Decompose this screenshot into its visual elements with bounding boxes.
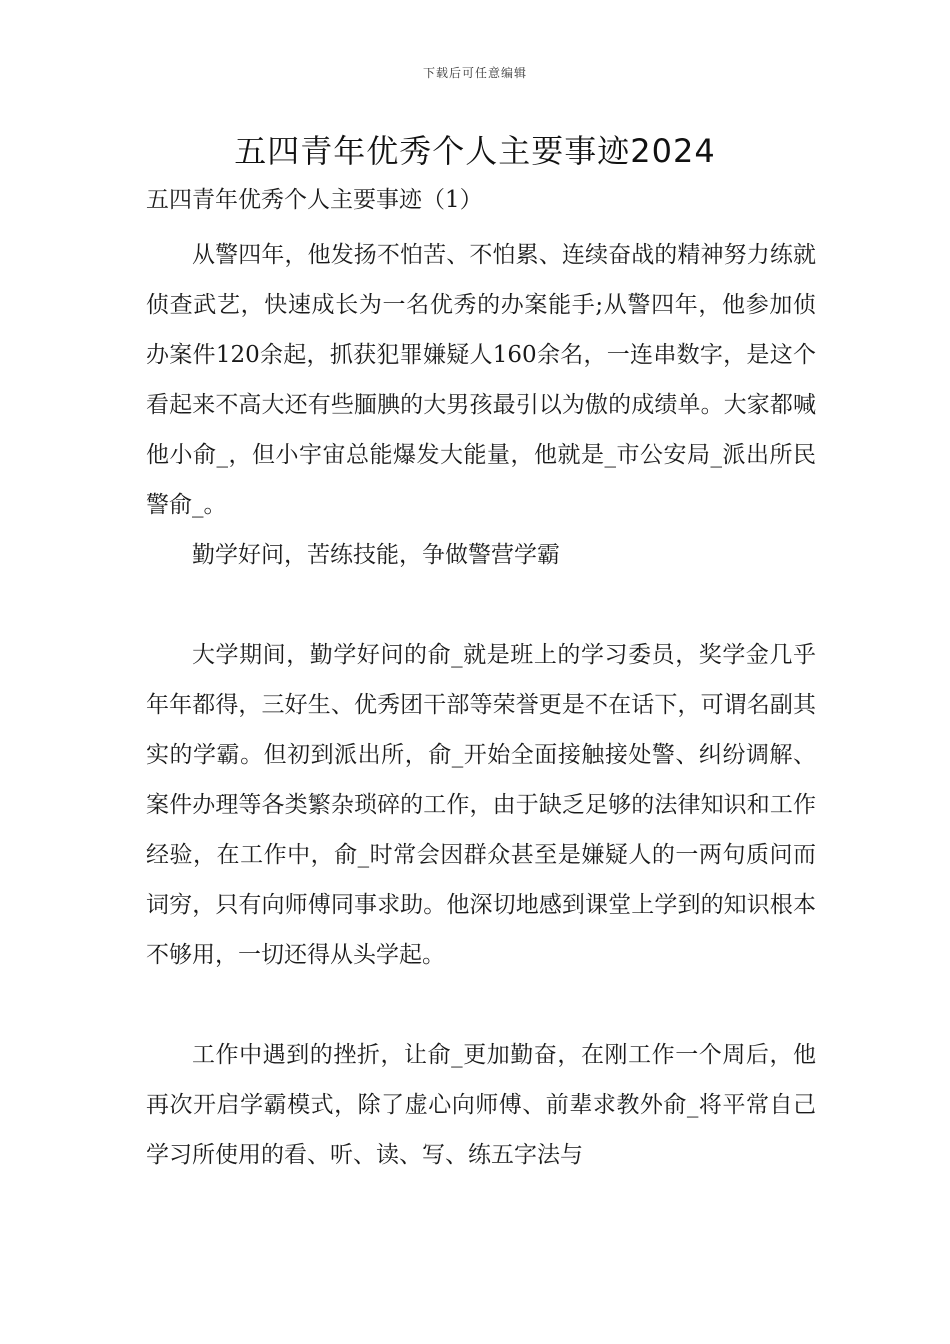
paragraph-gap [146, 980, 816, 1030]
paragraph-4: 工作中遇到的挫折，让俞_更加勤奋，在刚工作一个周后，他再次开启学霸模式，除了虚心向师傅、前辈求教外俞_将平常自己学习所使用的看、听、读、写、练五字法与 [146, 1042, 816, 1168]
document-title: 五四青年优秀个人主要事迹2024 [234, 132, 716, 170]
section-heading: 五四青年优秀个人主要事迹（1） [146, 187, 483, 213]
header-note: 下载后可任意编辑 [422, 66, 527, 80]
document-body [146, 180, 816, 1180]
paragraph-2: 勤学好问，苦练技能，争做警营学霸 [192, 542, 560, 568]
paragraph-gap [146, 580, 816, 630]
paragraph-3: 大学期间，勤学好问的俞_就是班上的学习委员，奖学金几乎年年都得，三好生、优秀团干部等荣誉更是不在话下，可谓名副其实的学霸。但初到派出所，俞_开始全面接触接处警、纠纷调解、案件办理等各类繁杂琐碎的工作，由于缺乏足够的法律知识和工作经验，在工作中，俞_时常会因群众甚至是嫌疑人的一两句质问而词穷，只有向师傅同事求助。他深切地感到课堂上学到的知识根本不够用，一切还得从头学起。 [146, 642, 816, 968]
paragraph-1: 从警四年，他发扬不怕苦、不怕累、连续奋战的精神努力练就侦查武艺，快速成长为一名优秀的办案能手;从警四年，他参加侦办案件120余起，抓获犯罪嫌疑人160余名，一连串数字，是这个看起来不高大还有些腼腆的大男孩最引以为傲的成绩单。大家都喊他小俞_，但小宇宙总能爆发大能量，他就是_市公安局_派出所民警俞_。 [146, 242, 816, 518]
